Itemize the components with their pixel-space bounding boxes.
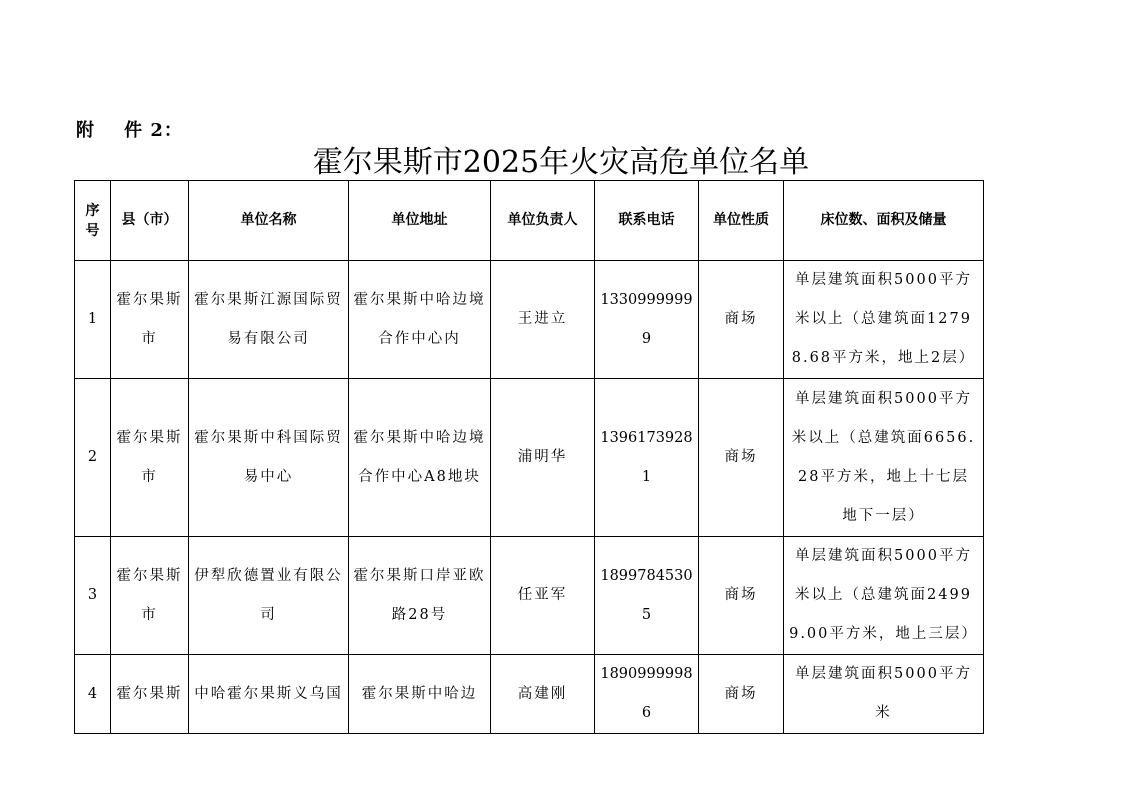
header-unit-address: 单位地址 xyxy=(349,181,491,261)
row-unit-nature: 商场 xyxy=(699,261,784,379)
table-row xyxy=(75,379,984,537)
header-manager: 单位负责人 xyxy=(491,181,595,261)
row-unit-name: 伊犁欣德置业有限公司 xyxy=(189,537,349,655)
row-unit-address: 霍尔果斯中哈边境合作中心内 xyxy=(349,261,491,379)
row-index: 3 xyxy=(75,537,111,655)
row-county: 霍尔果斯市 xyxy=(111,537,189,655)
row-phone: 18909999986 xyxy=(595,655,699,734)
row-unit-nature: 商场 xyxy=(699,655,784,734)
row-county: 霍尔果斯 xyxy=(111,655,189,734)
header-phone: 联系电话 xyxy=(595,181,699,261)
table-row xyxy=(75,537,984,655)
row-unit-name: 霍尔果斯江源国际贸易有限公司 xyxy=(189,261,349,379)
document-title: 霍尔果斯市2025年火灾高危单位名单 xyxy=(312,145,810,180)
header-index: 序号 xyxy=(75,181,111,261)
row-phone: 13961739281 xyxy=(595,379,699,537)
row-unit-name: 中哈霍尔果斯义乌国 xyxy=(189,655,349,734)
row-unit-nature: 商场 xyxy=(699,537,784,655)
table-row xyxy=(75,655,984,734)
row-unit-address: 霍尔果斯中哈边 xyxy=(349,655,491,734)
row-capacity: 单层建筑面积5000平方米以上（总建筑面6656.28平方米，地上十七层 地下一层） xyxy=(784,379,984,537)
row-phone: 18997845305 xyxy=(595,537,699,655)
row-phone: 13309999999 xyxy=(595,261,699,379)
row-manager: 浦明华 xyxy=(491,379,595,537)
row-unit-address: 霍尔果斯口岸亚欧路28号 xyxy=(349,537,491,655)
row-capacity: 单层建筑面积5000平方米以上（总建筑面12798.68平方米，地上2层） xyxy=(784,261,984,379)
header-county: 县（市） xyxy=(111,181,189,261)
row-manager: 任亚军 xyxy=(491,537,595,655)
row-county: 霍尔果斯市 xyxy=(111,379,189,537)
row-county: 霍尔果斯市 xyxy=(111,261,189,379)
header-unit-name: 单位名称 xyxy=(189,181,349,261)
row-manager: 王进立 xyxy=(491,261,595,379)
row-index: 1 xyxy=(75,261,111,379)
high-risk-units-table xyxy=(74,180,984,734)
table-row xyxy=(75,261,984,379)
header-capacity: 床位数、面积及储量 xyxy=(784,181,984,261)
row-unit-nature: 商场 xyxy=(699,379,784,537)
row-capacity: 单层建筑面积5000平方米 xyxy=(784,655,984,734)
row-unit-address: 霍尔果斯中哈边境合作中心A8地块 xyxy=(349,379,491,537)
row-unit-name: 霍尔果斯中科国际贸易中心 xyxy=(189,379,349,537)
header-unit-nature: 单位性质 xyxy=(699,181,784,261)
row-index: 2 xyxy=(75,379,111,537)
row-manager: 高建刚 xyxy=(491,655,595,734)
table-header-row xyxy=(75,181,984,261)
row-index: 4 xyxy=(75,655,111,734)
attachment-label: 附 件 2： xyxy=(76,120,183,141)
row-capacity: 单层建筑面积5000平方米以上（总建筑面24999.00平方米，地上三层） xyxy=(784,537,984,655)
